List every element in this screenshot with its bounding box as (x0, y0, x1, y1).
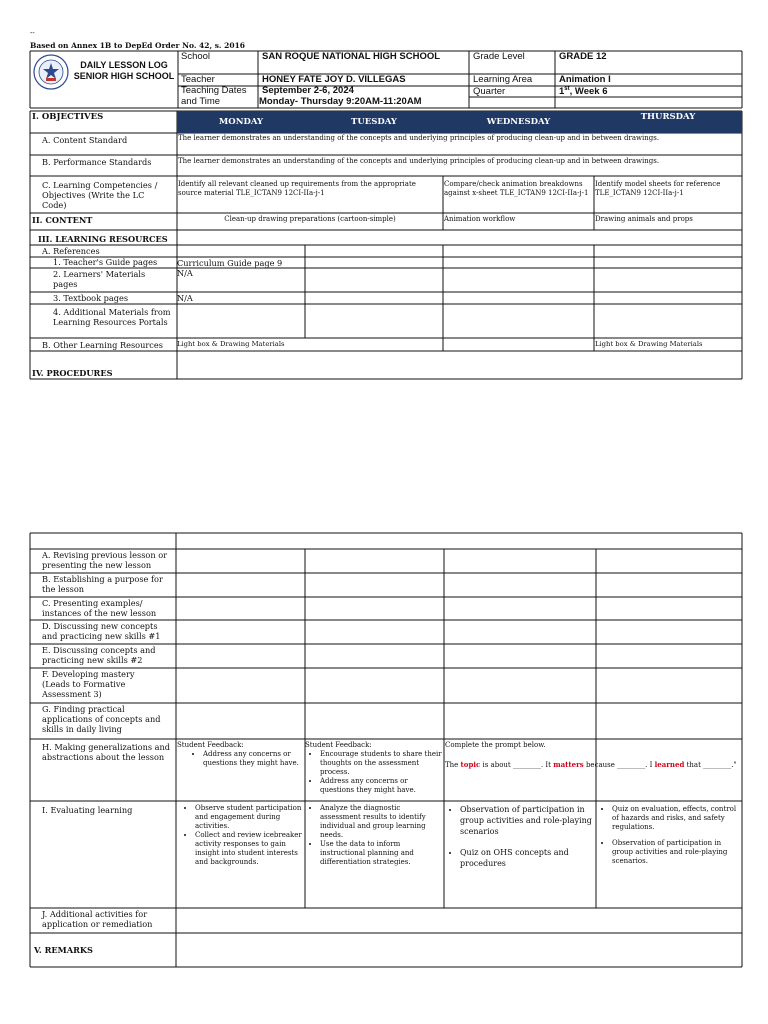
list-item: • Quiz on OHS concepts and procedures (460, 847, 594, 869)
competencies-mon-tue: Identify all relevant cleaned up requirements from the appropriate source material TLE_ICTAN9 12CI-IIa-j-1 (178, 180, 416, 197)
list-item: • Collect and review icebreaker activity responses to gain insight into student interests and backgrounds. (195, 831, 304, 867)
references-label: A. References (42, 246, 100, 256)
eval-monday (178, 804, 304, 867)
gen-tuesday (305, 741, 443, 795)
doc-title: DAILY LESSON LOG SENIOR HIGH SCHOOL (73, 60, 175, 81)
day-monday: MONDAY (177, 117, 305, 127)
school-label: School (181, 51, 211, 62)
grade-value: GRADE 12 (559, 51, 607, 62)
proc-a-label: A. Revising previous lesson or presenting the new lesson (42, 550, 168, 570)
top-mark: -- (30, 29, 35, 37)
competencies-thu: Identify model sheets for reference TLE_ICTAN9 12CI-IIa-j-1 (595, 180, 721, 197)
day-thursday: THURSDAY (594, 112, 742, 122)
proc-i-label: I. Evaluating learning (42, 805, 133, 815)
list-item: • Quiz on evaluation, effects, control of hazards and risks, and safety regulations. (612, 805, 741, 832)
school-value: SAN ROQUE NATIONAL HIGH SCHOOL (262, 51, 441, 62)
gen-sentence: The topic is about ________. It matters because ________. I learned that ________." (445, 760, 737, 769)
other-resources-label: B. Other Learning Resources (42, 340, 163, 350)
gen-monday-title: Student Feedback: (177, 741, 244, 749)
proc-d-label: D. Discussing new concepts and practicing new skills #1 (42, 621, 161, 641)
procedures-heading: IV. PROCEDURES (32, 368, 113, 378)
tg-label: 1. Teacher's Guide pages (53, 257, 158, 267)
list-item: • Observation of participation in group activities and role-playing scenarios. (612, 839, 741, 866)
performance-label: B. Performance Standards (42, 157, 152, 167)
teacher-label: Teacher (181, 74, 215, 85)
list-item: • Encourage students to share their thoughts on the assessment process. (320, 750, 443, 777)
list-item: • Address any concerns or questions they might have. (203, 750, 303, 768)
dates-value: September 2-6, 2024 (262, 85, 354, 96)
resources-label: III. LEARNING RESOURCES (38, 234, 168, 244)
gen-prompt: Complete the prompt below. (445, 741, 546, 749)
list-item: • Observe student participation and engagement during activities. (195, 804, 304, 831)
objectives-heading: I. OBJECTIVES (32, 112, 104, 122)
performance-text: The learner demonstrates an understanding of the concepts and underlying principles of producing clean-up and in between drawings. (178, 157, 660, 165)
other-resources-thu: Light box & Drawing Materials (595, 340, 703, 348)
quarter-value: 1st, Week 6 (559, 86, 608, 98)
eval-wednesday (444, 804, 594, 869)
proc-g-label: G. Finding practical applications of concepts and skills in daily living (42, 704, 161, 734)
tb-label: 3. Textbook pages (53, 293, 129, 303)
proc-c-label: C. Presenting examples/ instances of the new lesson (42, 598, 157, 618)
content-label: II. CONTENT (32, 215, 93, 225)
area-value: Animation I (559, 74, 611, 85)
list-item: • Observation of participation in group activities and role-playing scenarios (460, 804, 594, 837)
gen-tuesday-title: Student Feedback: (305, 741, 372, 749)
proc-j-label: J. Additional activities for application or remediation (42, 909, 153, 929)
additional-materials-label: 4. Additional Materials from Learning Resources Portals (53, 307, 171, 327)
time-value: Monday- Thursday 9:20AM-11:20AM (259, 96, 422, 107)
eval-thursday (597, 805, 741, 866)
eval-tuesday (306, 804, 443, 867)
content-mon-tue: Clean-up drawing preparations (cartoon-simple) (224, 215, 396, 223)
competencies-wed: Compare/check animation breakdowns against x-sheet TLE_ICTAN9 12CI-IIa-j-1 (444, 180, 589, 197)
list-item: • Use the data to inform instructional planning and differentiation strategies. (320, 840, 443, 867)
dates-label: Teaching Dates and Time (181, 85, 247, 107)
teacher-value: HONEY FATE JOY D. VILLEGAS (262, 74, 406, 85)
lm-value: N/A (177, 268, 193, 278)
content-standard-text: The learner demonstrates an understanding of the concepts and underlying principles of producing clean-up and in between drawings. (178, 134, 660, 142)
list-item: • Analyze the diagnostic assessment results to identify individual and group learning needs. (320, 804, 443, 840)
area-label: Learning Area (473, 74, 533, 85)
proc-h-label: H. Making generalizations and abstractions about the lesson (42, 742, 171, 762)
quarter-label: Quarter (473, 86, 506, 97)
grade-label: Grade Level (473, 51, 525, 62)
list-item: • Address any concerns or questions they might have. (320, 777, 443, 795)
content-standard-label: A. Content Standard (42, 135, 128, 145)
lm-label: 2. Learners' Materials pages (53, 269, 146, 289)
day-tuesday: TUESDAY (305, 117, 443, 127)
gen-monday (177, 741, 303, 768)
proc-f-label: F. Developing mastery (Leads to Formative Assessment 3) (42, 669, 135, 699)
tg-value: Curriculum Guide page 9 (177, 258, 283, 268)
remarks-label: V. REMARKS (34, 945, 93, 955)
other-resources-mon: Light box & Drawing Materials (177, 340, 285, 348)
proc-e-label: E. Discussing concepts and practicing new skills #2 (42, 645, 156, 665)
deped-seal-icon (33, 54, 69, 90)
day-wednesday: WEDNESDAY (443, 117, 594, 127)
content-thu: Drawing animals and props (595, 215, 693, 223)
gen-wednesday (445, 741, 741, 770)
proc-b-label: B. Establishing a purpose for the lesson (42, 574, 163, 594)
annex-note: Based on Annex 1B to DepEd Order No. 42, s. 2016 (30, 41, 246, 50)
tb-value: N/A (177, 293, 193, 303)
competencies-label: C. Learning Competencies / Objectives (Write the LC Code) (42, 180, 158, 210)
content-wed: Animation workflow (444, 215, 516, 223)
